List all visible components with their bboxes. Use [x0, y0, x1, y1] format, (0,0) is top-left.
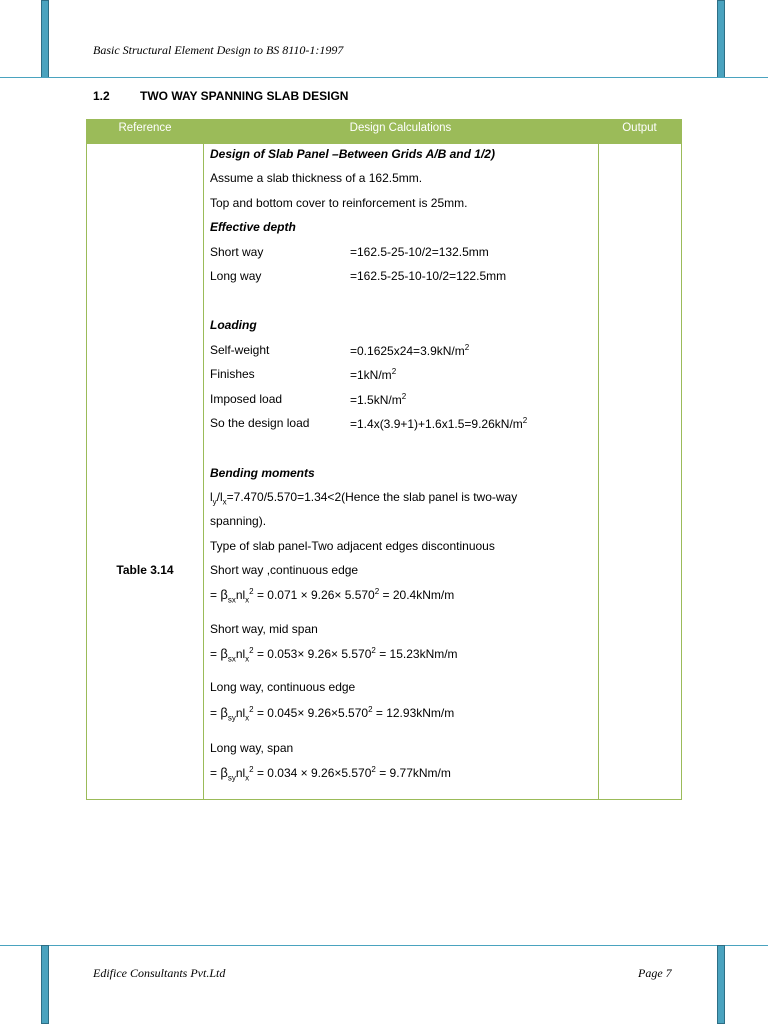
footer-rule [0, 945, 768, 946]
long-way-value: =162.5-25-10-10/2=122.5mm [350, 269, 507, 283]
footer-page-number: Page 7 [638, 966, 672, 980]
bottom-right-bar [717, 945, 725, 1024]
lw-span-formula: = $\beta_{sy}nl_x^2 = 0.034 \times 9.26\times 5.570^2 = 9.77kNm/m$ [210, 765, 451, 783]
sw-mid-label: Short way, mid span [210, 622, 318, 636]
header-rule [0, 77, 768, 78]
sw-cont-formula: = $\beta_{sx}nl_x^2 = 0.071 \times 9.26\times 5.570^2 = 20.4kNm/m$ [210, 587, 455, 605]
long-way-label: Long way [210, 269, 262, 283]
top-right-bar [717, 0, 725, 78]
column-divider-2 [598, 144, 599, 799]
cover-text: Top and bottom cover to reinforcement is 25mm. [210, 196, 468, 210]
column-calculations: Design Calculations [349, 122, 452, 134]
finishes-label: Finishes [210, 367, 255, 381]
lw-cont-label: Long way, continuous edge [210, 680, 356, 694]
lw-cont-formula: = $\beta_{sy}nl_x^2 = 0.045\times 9.26\times 5.570^2 = 12.93kNm/m$ [210, 705, 455, 723]
self-weight-label: Self-weight [210, 343, 270, 357]
panel-title: Design of Slab Panel –Between Grids A/B and 1/2) [210, 147, 495, 161]
reference-table-3-14: Table 3.14 [116, 563, 174, 577]
short-way-value: =162.5-25-10/2=132.5mm [350, 245, 489, 259]
short-way-label: Short way [210, 245, 264, 259]
section-title: TWO WAY SPANNING SLAB DESIGN [140, 89, 349, 103]
column-divider-1 [203, 144, 204, 799]
span-ratio-cont: spanning). [210, 514, 267, 528]
table-header [87, 120, 681, 144]
design-table [86, 119, 682, 800]
footer-company: Edifice Consultants Pvt.Ltd [93, 966, 226, 980]
loading-heading: Loading [210, 318, 257, 332]
effective-depth-heading: Effective depth [210, 220, 296, 234]
assume-thickness: Assume a slab thickness of a 162.5mm. [210, 171, 423, 185]
finishes-value: $=1kN/m^2$ [350, 367, 397, 382]
section-number: 1.2 [93, 89, 110, 103]
imposed-label: Imposed load [210, 392, 283, 406]
design-load-label: So the design load [210, 416, 310, 430]
top-left-bar [41, 0, 49, 78]
column-reference: Reference [118, 122, 172, 134]
sw-mid-formula: = $\beta_{sx}nl_x^2 = 0.053\times 9.26\times 5.570^2 = 15.23kNm/m$ [210, 646, 458, 664]
imposed-value: $=1.5kN/m^2$ [350, 392, 407, 407]
bottom-left-bar [41, 945, 49, 1024]
self-weight-value: $=0.1625x24=3.9kN/m^2$ [350, 343, 470, 358]
bending-heading: Bending moments [210, 466, 315, 480]
panel-type: Type of slab panel-Two adjacent edges discontinuous [210, 539, 495, 553]
lw-span-label: Long way, span [210, 741, 294, 755]
column-output: Output [622, 122, 657, 134]
header-title: Basic Structural Element Design to BS 8110-1:1997 [93, 43, 344, 57]
sw-cont-label: Short way ,continuous edge [210, 563, 359, 577]
span-ratio: $l_y/l_x=7.470/5.570=1.34<2(Hence$ the slab panel is two-way [210, 490, 518, 507]
design-load-value: $=1.4x(3.9+1)+1.6x1.5=9.26kN/m^2$ [350, 416, 528, 431]
